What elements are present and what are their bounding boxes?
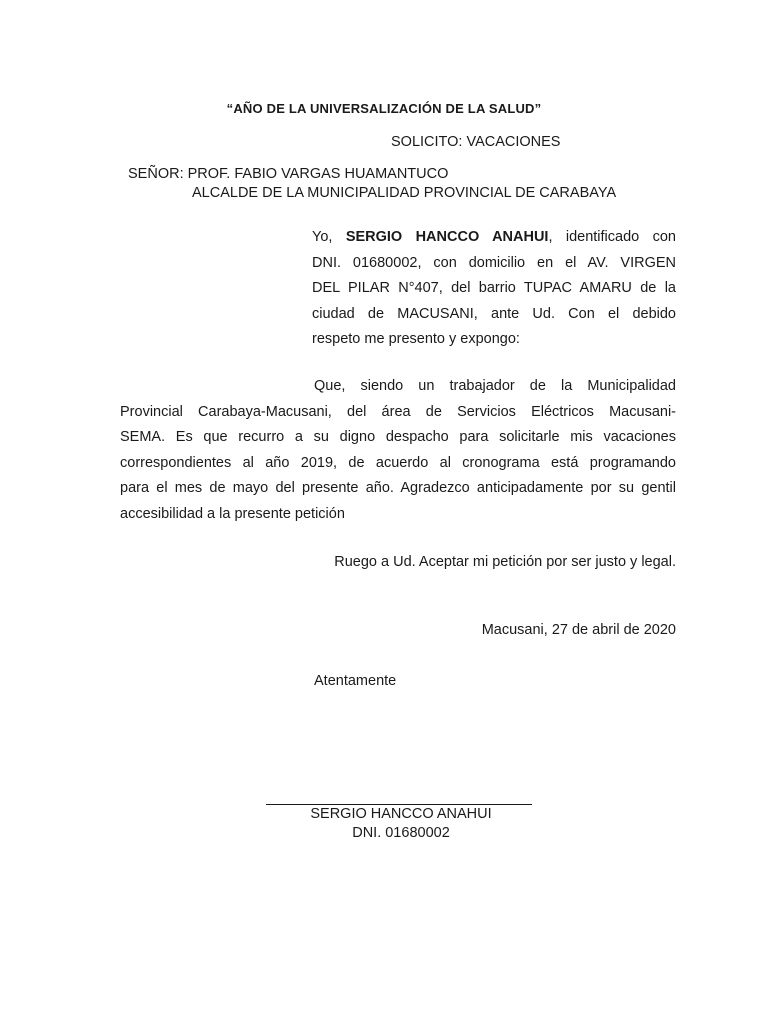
signature-line bbox=[266, 790, 532, 805]
signature-name: SERGIO HANCCO ANAHUI bbox=[310, 806, 492, 822]
body-line-6: accesibilidad a la presente petición bbox=[120, 505, 345, 522]
body-line-1: Que, siendo un trabajador de la Municipalidad bbox=[314, 378, 676, 394]
body-line-4: correspondientes al año 2019, de acuerdo al cronograma está programando bbox=[120, 454, 676, 471]
document-title: “AÑO DE LA UNIVERSALIZACIÓN DE LA SALUD” bbox=[226, 101, 542, 116]
intro-line-1 bbox=[312, 225, 676, 251]
signature-dni: DNI. 01680002 bbox=[352, 825, 450, 841]
body-line-3: SEMA. Es que recurro a su digno despacho para solicitarle mis vacaciones bbox=[120, 429, 676, 445]
intro-line-5: respeto me presento y expongo: bbox=[312, 331, 520, 347]
sign-off: Atentamente bbox=[314, 673, 397, 689]
addressee-title: ALCALDE DE LA MUNICIPALIDAD PROVINCIAL DE CARABAYA bbox=[192, 185, 617, 201]
body-paragraph bbox=[120, 374, 676, 527]
request-closing: Ruego a Ud. Aceptar mi petición por ser justo y legal. bbox=[334, 554, 676, 570]
body-line-2: Provincial Carabaya-Macusani, del área de Servicios Eléctricos Macusani- bbox=[120, 403, 676, 420]
intro-prefix: Yo, bbox=[312, 229, 346, 245]
addressee-name: SEÑOR: PROF. FABIO VARGAS HUAMANTUCO bbox=[128, 166, 449, 182]
intro-line-1-rest: , identificado con bbox=[548, 229, 676, 245]
intro-line-4: ciudad de MACUSANI, ante Ud. Con el debido bbox=[312, 305, 676, 322]
intro-line-3: DEL PILAR N°407, del barrio TUPAC AMARU de la bbox=[312, 280, 676, 296]
intro-paragraph bbox=[312, 225, 676, 353]
subject-line: SOLICITO: VACACIONES bbox=[391, 134, 561, 150]
applicant-name: SERGIO HANCCO ANAHUI bbox=[345, 229, 549, 245]
intro-line-2: DNI. 01680002, con domicilio en el AV. VIRGEN bbox=[312, 254, 676, 271]
date-line: Macusani, 27 de abril de 2020 bbox=[481, 622, 676, 638]
body-line-5: para el mes de mayo del presente año. Agradezco anticipadamente por su gentil bbox=[120, 480, 676, 496]
